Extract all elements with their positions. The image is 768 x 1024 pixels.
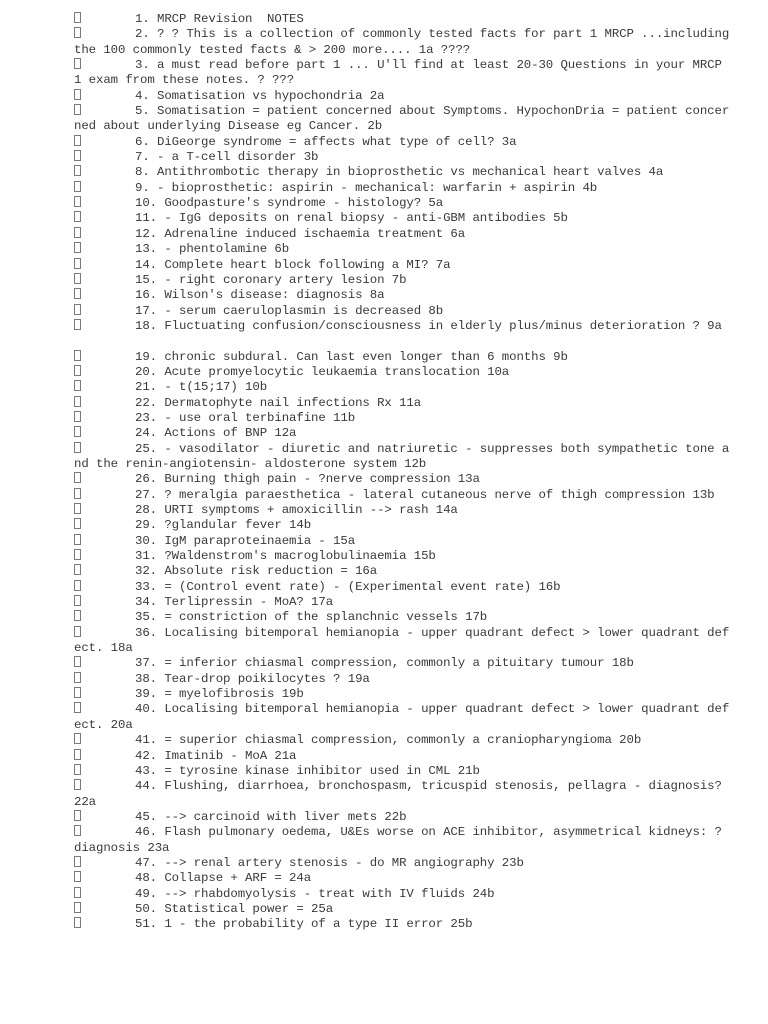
document-line xyxy=(74,887,734,902)
line-text: 32. Absolute risk reduction = 16a xyxy=(135,564,378,579)
line-text: 12. Adrenaline induced ischaemia treatment 6a xyxy=(135,226,466,241)
line-text: 15. - right coronary artery lesion 7b xyxy=(135,272,407,287)
missing-glyph-box-icon xyxy=(74,181,81,192)
line-text: 31. ?Waldenstrom's macroglobulinaemia 15b xyxy=(135,549,436,564)
line-text: 33. = (Control event rate) - (Experimental event rate) 16b xyxy=(135,579,561,594)
document-line xyxy=(74,304,734,319)
missing-glyph-box-icon xyxy=(74,749,81,760)
missing-glyph-box-icon xyxy=(74,887,81,898)
line-text: 13. - phentolamine 6b xyxy=(135,242,290,257)
line-text: 11. - IgG deposits on renal biopsy - anti-GBM antibodies 5b xyxy=(135,211,568,226)
line-text: 8. Antithrombotic therapy in bioprosthetic vs mechanical heart valves 4a xyxy=(135,165,664,180)
missing-glyph-box-icon xyxy=(74,258,81,269)
document-line xyxy=(74,319,734,334)
line-text: 20. Acute promyelocytic leukaemia translocation 10a xyxy=(135,364,510,379)
line-text: 19. chronic subdural. Can last even longer than 6 months 9b xyxy=(135,349,568,364)
document-line xyxy=(74,365,734,380)
document-line xyxy=(74,733,734,748)
document-line xyxy=(74,58,734,89)
line-text: 34. Terlipressin - MoA? 17a xyxy=(135,595,334,610)
document-line xyxy=(74,165,734,180)
line-text: 4. Somatisation vs hypochondria 2a xyxy=(135,88,385,103)
line-text: 47. --> renal artery stenosis - do MR angiography 23b xyxy=(135,855,524,870)
document-line xyxy=(74,564,734,579)
line-text: 7. - a T-cell disorder 3b xyxy=(135,150,319,165)
missing-glyph-box-icon xyxy=(74,442,81,453)
document-line xyxy=(74,702,734,733)
missing-glyph-box-icon xyxy=(74,917,81,928)
missing-glyph-box-icon xyxy=(74,104,81,115)
document-line xyxy=(74,196,734,211)
missing-glyph-box-icon xyxy=(74,503,81,514)
line-text: 42. Imatinib - MoA 21a xyxy=(135,748,297,763)
line-text: 43. = tyrosine kinase inhibitor used in CML 21b xyxy=(135,763,480,778)
document-line xyxy=(74,610,734,625)
line-text: 46. Flash pulmonary oedema, U&Es worse on ACE inhibitor, asymmetrical kidneys: ? diagnosis 23a xyxy=(74,825,730,855)
line-text: 30. IgM paraproteinaemia - 15a xyxy=(135,533,356,548)
document-line xyxy=(74,672,734,687)
line-text: 25. - vasodilator - diuretic and natriuretic - suppresses both sympathetic tone and the renin-angiotensin- aldosterone system 12b xyxy=(74,441,730,471)
blank-line xyxy=(74,334,734,349)
missing-glyph-box-icon xyxy=(74,365,81,376)
missing-glyph-box-icon xyxy=(74,871,81,882)
line-text: 49. --> rhabdomyolysis - treat with IV fluids 24b xyxy=(135,886,495,901)
line-text: 37. = inferior chiasmal compression, commonly a pituitary tumour 18b xyxy=(135,656,634,671)
document-line xyxy=(74,902,734,917)
missing-glyph-box-icon xyxy=(74,411,81,422)
line-text: 29. ?glandular fever 14b xyxy=(135,518,312,533)
missing-glyph-box-icon xyxy=(74,779,81,790)
missing-glyph-box-icon xyxy=(74,58,81,69)
line-text: 40. Localising bitemporal hemianopia - upper quadrant defect > lower quadrant defect. 20a xyxy=(74,702,730,732)
document-line xyxy=(74,150,734,165)
missing-glyph-box-icon xyxy=(74,396,81,407)
document-line xyxy=(74,779,734,810)
document-line xyxy=(74,211,734,226)
line-text: 10. Goodpasture's syndrome - histology? 5a xyxy=(135,196,444,211)
missing-glyph-box-icon xyxy=(74,89,81,100)
document-line xyxy=(74,580,734,595)
missing-glyph-box-icon xyxy=(74,426,81,437)
line-text: 23. - use oral terbinafine 11b xyxy=(135,410,356,425)
line-text: 22. Dermatophyte nail infections Rx 11a xyxy=(135,395,422,410)
line-text: 16. Wilson's disease: diagnosis 8a xyxy=(135,288,385,303)
document-line xyxy=(74,396,734,411)
missing-glyph-box-icon xyxy=(74,595,81,606)
document-line xyxy=(74,764,734,779)
missing-glyph-box-icon xyxy=(74,856,81,867)
document-line xyxy=(74,917,734,932)
document-line xyxy=(74,442,734,473)
document-line xyxy=(74,825,734,856)
missing-glyph-box-icon xyxy=(74,549,81,560)
document-line xyxy=(74,135,734,150)
line-text: 9. - bioprosthetic: aspirin - mechanical: warfarin + aspirin 4b xyxy=(135,180,598,195)
missing-glyph-box-icon xyxy=(74,488,81,499)
line-text: 35. = constriction of the splanchnic vessels 17b xyxy=(135,610,488,625)
missing-glyph-box-icon xyxy=(74,380,81,391)
missing-glyph-box-icon xyxy=(74,672,81,683)
document-line xyxy=(74,426,734,441)
line-text: 28. URTI symptoms + amoxicillin --> rash 14a xyxy=(135,503,458,517)
line-text: 21. - t(15;17) 10b xyxy=(135,380,268,395)
missing-glyph-box-icon xyxy=(74,135,81,146)
missing-glyph-box-icon xyxy=(74,288,81,299)
missing-glyph-box-icon xyxy=(74,350,81,361)
missing-glyph-box-icon xyxy=(74,12,81,23)
missing-glyph-box-icon xyxy=(74,626,81,637)
missing-glyph-box-icon xyxy=(74,702,81,713)
line-text: 24. Actions of BNP 12a xyxy=(135,426,297,441)
document-line xyxy=(74,871,734,886)
missing-glyph-box-icon xyxy=(74,242,81,253)
document-line xyxy=(74,27,737,58)
line-text: 18. Fluctuating confusion/consciousness in elderly plus/minus deterioration ? 9a xyxy=(135,318,722,333)
document-line xyxy=(74,549,734,564)
missing-glyph-box-icon xyxy=(74,564,81,575)
line-text: 1. MRCP Revision NOTES xyxy=(135,12,304,26)
line-text: 48. Collapse + ARF = 24a xyxy=(135,871,312,886)
missing-glyph-box-icon xyxy=(74,902,81,913)
missing-glyph-box-icon xyxy=(74,211,81,222)
missing-glyph-box-icon xyxy=(74,687,81,698)
line-text: 17. - serum caeruloplasmin is decreased 8b xyxy=(135,303,444,318)
document-line xyxy=(74,350,734,365)
missing-glyph-box-icon xyxy=(74,610,81,621)
document-line xyxy=(74,258,734,273)
line-text: 26. Burning thigh pain - ?nerve compression 13a xyxy=(135,472,480,487)
document-line xyxy=(74,411,734,426)
line-text: 51. 1 - the probability of a type II error 25b xyxy=(135,917,473,932)
missing-glyph-box-icon xyxy=(74,472,81,483)
document-line xyxy=(74,626,734,657)
missing-glyph-box-icon xyxy=(74,165,81,176)
line-text: 50. Statistical power = 25a xyxy=(135,901,334,916)
line-text: 2. ? ? This is a collection of commonly tested facts for part 1 MRCP ...including the 100 commonly tested facts & > 200 more.... 1a ???? xyxy=(74,27,737,57)
document-line xyxy=(74,288,734,303)
line-text: 3. a must read before part 1 ... U'll find at least 20-30 Questions in your MRCP 1 exam from these notes. ? ??? xyxy=(74,58,730,88)
document-line xyxy=(74,503,734,518)
missing-glyph-box-icon xyxy=(74,518,81,529)
missing-glyph-box-icon xyxy=(74,580,81,591)
document-line xyxy=(74,488,734,503)
document-line xyxy=(74,687,734,702)
missing-glyph-box-icon xyxy=(74,733,81,744)
missing-glyph-box-icon xyxy=(74,273,81,284)
document-line xyxy=(74,181,734,196)
missing-glyph-box-icon xyxy=(74,534,81,545)
document-line xyxy=(74,242,734,257)
missing-glyph-box-icon xyxy=(74,304,81,315)
missing-glyph-box-icon xyxy=(74,27,81,38)
line-text: 38. Tear-drop poikilocytes ? 19a xyxy=(135,671,370,686)
document-body xyxy=(74,12,737,933)
line-text: 27. ? meralgia paraesthetica - lateral cutaneous nerve of thigh compression 13b xyxy=(135,487,715,502)
line-text: 41. = superior chiasmal compression, commonly a craniopharyngioma 20b xyxy=(135,733,642,748)
document-line xyxy=(74,89,734,104)
line-text: 45. --> carcinoid with liver mets 22b xyxy=(135,809,407,824)
document-line xyxy=(74,227,734,242)
line-text: 44. Flushing, diarrhoea, bronchospasm, tricuspid stenosis, pellagra - diagnosis? 22a xyxy=(74,779,730,809)
document-line xyxy=(74,380,734,395)
missing-glyph-box-icon xyxy=(74,196,81,207)
missing-glyph-box-icon xyxy=(74,810,81,821)
document-line xyxy=(74,472,734,487)
document-line xyxy=(74,595,734,610)
missing-glyph-box-icon xyxy=(74,764,81,775)
missing-glyph-box-icon xyxy=(74,150,81,161)
document-line xyxy=(74,656,734,671)
document-line xyxy=(74,518,734,533)
line-text: 36. Localising bitemporal hemianopia - upper quadrant defect > lower quadrant defect. 18a xyxy=(74,625,730,656)
missing-glyph-box-icon xyxy=(74,227,81,238)
missing-glyph-box-icon xyxy=(74,656,81,667)
document-line xyxy=(74,12,734,27)
line-text: 5. Somatisation = patient concerned about Symptoms. HypochonDria = patient concerned about underlying Disease eg Cancer. 2b xyxy=(74,104,730,134)
missing-glyph-box-icon xyxy=(74,825,81,836)
document-line xyxy=(74,749,734,764)
line-text: 39. = myelofibrosis 19b xyxy=(135,687,304,702)
document-line xyxy=(74,104,734,135)
line-text: 14. Complete heart block following a MI? 7a xyxy=(135,257,451,272)
document-line xyxy=(74,856,734,871)
line-text: 6. DiGeorge syndrome = affects what type of cell? 3a xyxy=(135,134,517,149)
document-line xyxy=(74,810,734,825)
document-line xyxy=(74,273,734,288)
document-line xyxy=(74,534,734,549)
missing-glyph-box-icon xyxy=(74,319,81,330)
